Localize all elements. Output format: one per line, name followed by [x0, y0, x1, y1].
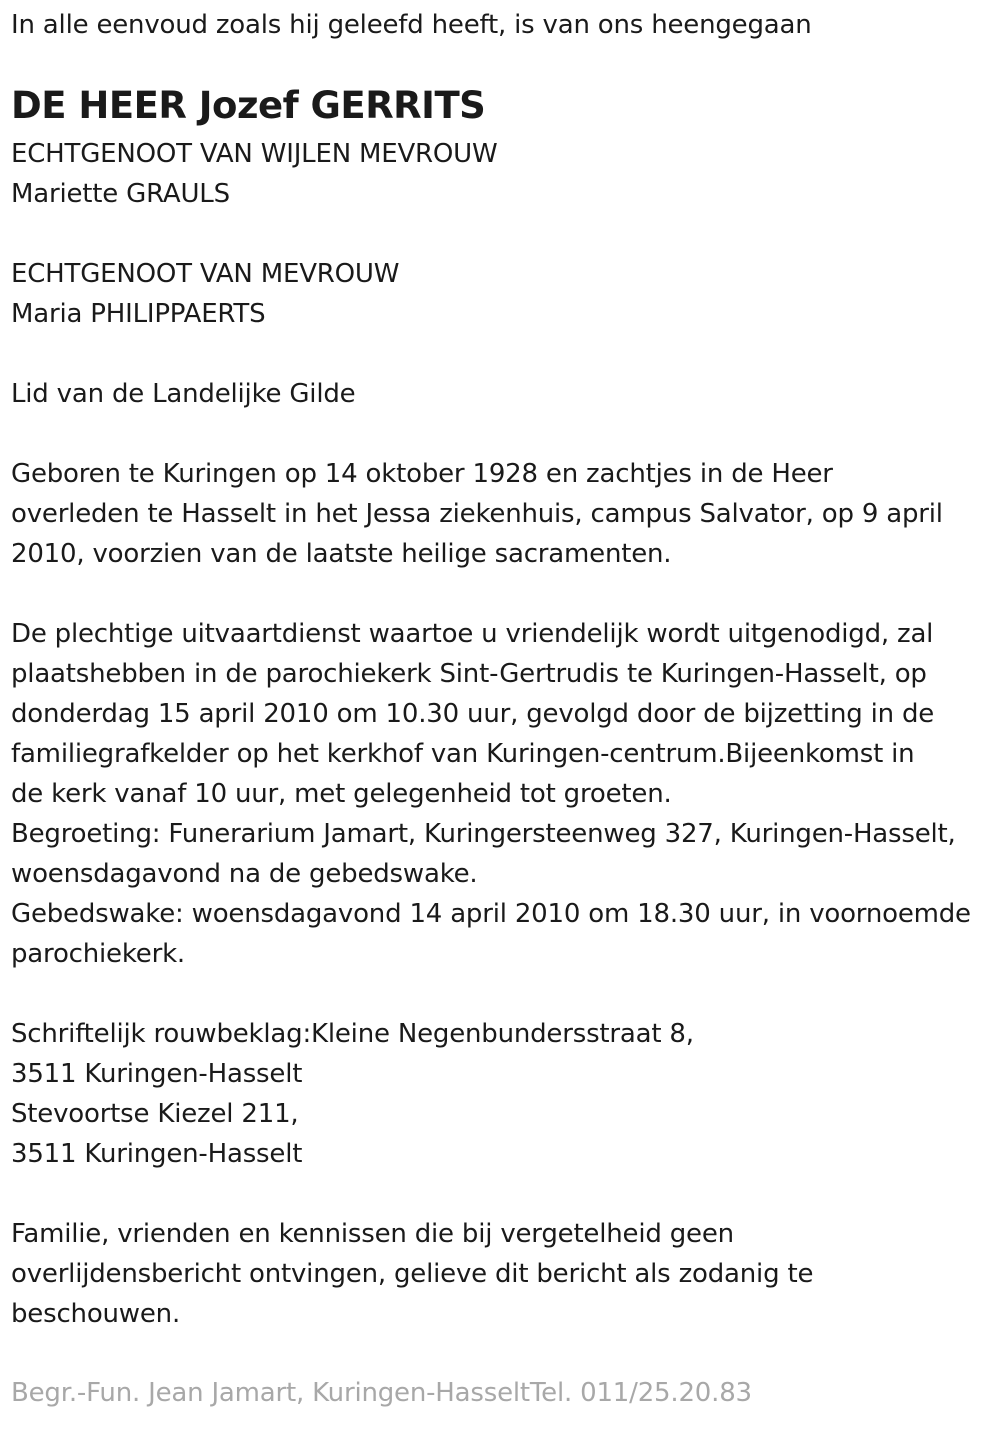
paragraph-line: overlijdensbericht ontvingen, gelieve dit bericht als zodanig te: [11, 1259, 814, 1289]
spouse-2-block: [11, 254, 399, 334]
spouse-2-name: Maria PHILIPPAERTS: [11, 299, 266, 329]
address-line: Stevoortse Kiezel 211,: [11, 1099, 299, 1129]
spouse-1-title: ECHTGENOOT VAN WIJLEN MEVROUW: [11, 139, 498, 169]
condolence-address-block: [11, 1014, 694, 1174]
paragraph-line: Geboren te Kuringen op 14 oktober 1928 en zachtjes in de Heer: [11, 459, 833, 489]
paragraph-line: de kerk vanaf 10 uur, met gelegenheid tot groeten.: [11, 779, 672, 809]
address-line: 3511 Kuringen-Hasselt: [11, 1139, 303, 1169]
paragraph-line: Familie, vrienden en kennissen die bij vergetelheid geen: [11, 1219, 734, 1249]
paragraph-line: Begroeting: Funerarium Jamart, Kuringersteenweg 327, Kuringen-Hasselt,: [11, 819, 956, 849]
paragraph-line: 2010, voorzien van de laatste heilige sacramenten.: [11, 539, 672, 569]
paragraph-line: donderdag 15 april 2010 om 10.30 uur, gevolgd door de bijzetting in de: [11, 699, 935, 729]
paragraph-line: plaatshebben in de parochiekerk Sint-Gertrudis te Kuringen-Hasselt, op: [11, 659, 927, 689]
paragraph-line: overleden te Hasselt in het Jessa ziekenhuis, campus Salvator, op 9 april: [11, 499, 943, 529]
funeral-service-paragraph: [11, 614, 971, 974]
paragraph-line: woensdagavond na de gebedswake.: [11, 859, 478, 889]
membership-block: [11, 374, 355, 414]
deceased-name: DE HEER Jozef GERRITS: [11, 84, 486, 127]
paragraph-line: beschouwen.: [11, 1299, 181, 1329]
paragraph-line: De plechtige uitvaartdienst waartoe u vriendelijk wordt uitgenodigd, zal: [11, 619, 934, 649]
membership-text: Lid van de Landelijke Gilde: [11, 379, 356, 409]
address-line: 3511 Kuringen-Hasselt: [11, 1059, 303, 1089]
paragraph-line: familiegrafkelder op het kerkhof van Kuringen-centrum.Bijeenkomst in: [11, 739, 915, 769]
closing-paragraph: [11, 1214, 813, 1334]
spouse-1-block: [11, 134, 498, 214]
birth-death-paragraph: [11, 454, 943, 574]
address-line: Schriftelijk rouwbeklag:Kleine Negenbundersstraat 8,: [11, 1019, 694, 1049]
intro-text: In alle eenvoud zoals hij geleefd heeft, is van ons heengegaan: [11, 10, 812, 40]
spouse-2-title: ECHTGENOOT VAN MEVROUW: [11, 259, 400, 289]
spouse-1-name: Mariette GRAULS: [11, 179, 230, 209]
paragraph-line: Gebedswake: woensdagavond 14 april 2010 om 18.30 uur, in voornoemde: [11, 899, 971, 929]
paragraph-line: parochiekerk.: [11, 939, 185, 969]
funeral-home-footer: Begr.-Fun. Jean Jamart, Kuringen-HasseltTel. 011/25.20.83: [11, 1378, 752, 1408]
